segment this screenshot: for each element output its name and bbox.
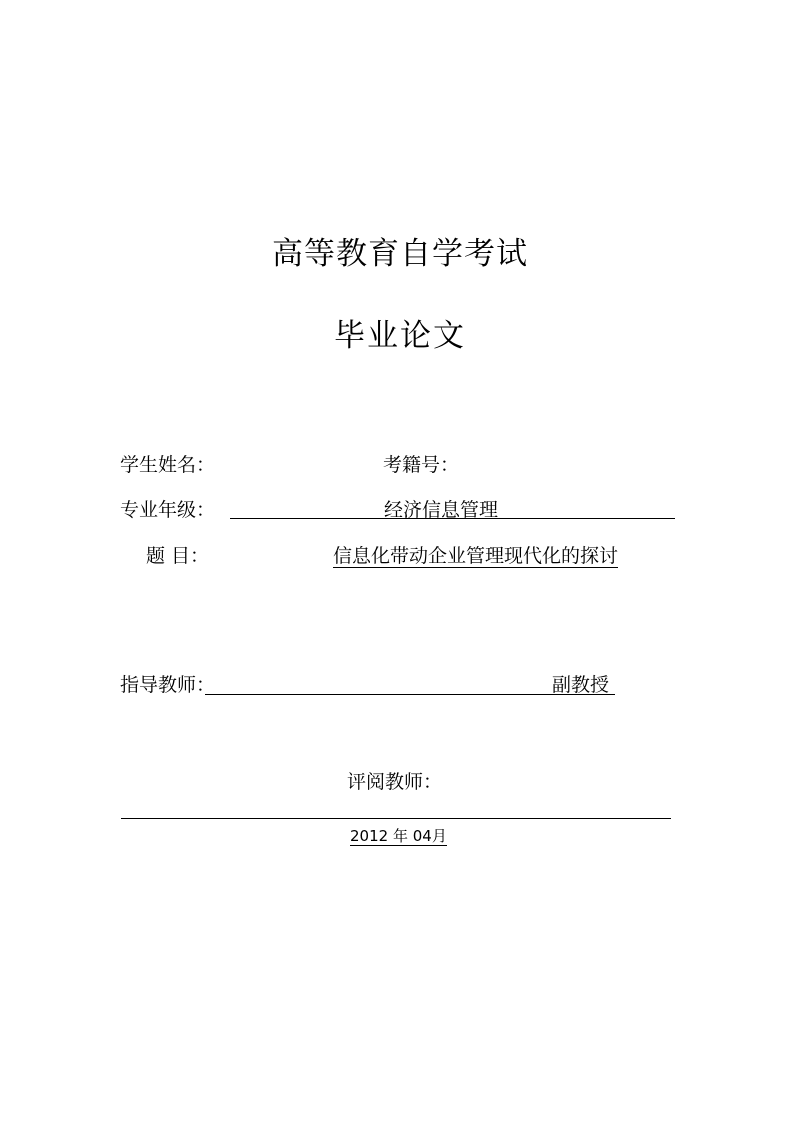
exam-id-label: 考籍号： bbox=[383, 454, 460, 476]
topic-value bbox=[333, 544, 618, 568]
cover-title: 高等教育自学考试 bbox=[272, 236, 528, 272]
student-name-label: 学生姓名： bbox=[120, 454, 216, 476]
major-label: 专业年级： bbox=[120, 499, 216, 521]
reviewer-underline bbox=[121, 818, 671, 819]
date-month-unit: 月 bbox=[431, 827, 447, 845]
major-value: 经济信息管理 bbox=[384, 499, 499, 521]
date-year: 2012 bbox=[350, 827, 389, 845]
reviewer-label: 评阅教师： bbox=[347, 771, 443, 793]
cover-subtitle: 毕业论文 bbox=[334, 318, 466, 354]
submission-date bbox=[350, 826, 447, 846]
advisor-label: 指导教师： bbox=[120, 674, 216, 696]
advisor-title: 副教授 bbox=[552, 674, 610, 696]
topic-value-text: 信息化带动企业管理现代化的探讨 bbox=[333, 545, 619, 567]
date-year-unit: 年 bbox=[392, 827, 408, 845]
topic-label: 题 目： bbox=[146, 545, 210, 567]
date-text bbox=[350, 827, 447, 846]
date-month: 04 bbox=[412, 827, 432, 845]
